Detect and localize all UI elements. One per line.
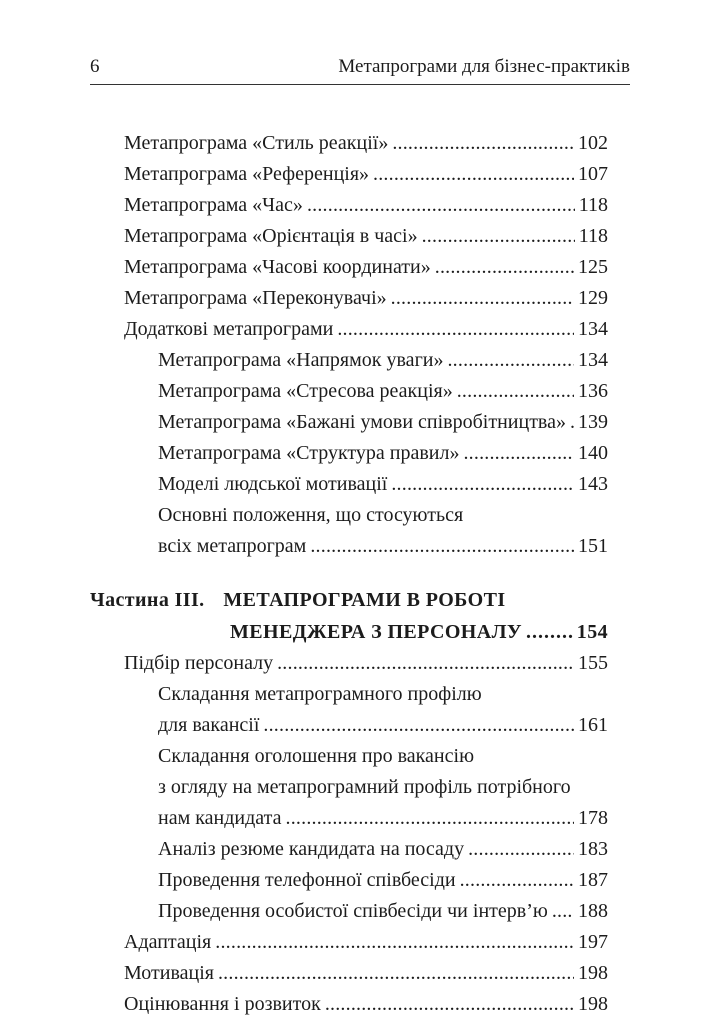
toc-entry-page: 187 [578, 869, 608, 891]
toc-entry-title: Метапрограма «Стиль реакції» [124, 132, 389, 154]
dot-leader [422, 221, 575, 252]
toc-entry-page: 151 [578, 535, 608, 557]
dot-leader [373, 159, 574, 190]
toc-entry-page: 183 [578, 838, 608, 860]
dot-leader [468, 834, 574, 865]
dot-leader [570, 407, 574, 438]
toc-entry[interactable] [158, 469, 608, 500]
toc-top-group [0, 128, 728, 500]
dot-leader [337, 314, 574, 345]
toc-entry-page: 198 [578, 962, 608, 984]
dot-leader [215, 927, 574, 958]
toc-entry-page: 134 [578, 318, 608, 340]
toc-entry-title-line2: для вакансії [158, 714, 260, 736]
dot-leader [447, 345, 574, 376]
toc-entry[interactable] [124, 283, 608, 314]
toc-entry-page: 197 [578, 931, 608, 953]
toc-entry-page: 155 [578, 652, 608, 674]
toc-entry[interactable] [124, 958, 608, 989]
toc-entry-page: 125 [578, 256, 608, 278]
dot-leader [463, 438, 574, 469]
dot-leader [277, 648, 574, 679]
dot-leader [310, 531, 574, 562]
toc-entry-title: Проведення особистої співбесіди чи інтерв’ю [158, 900, 548, 922]
toc-entry[interactable] [158, 345, 608, 376]
toc-entry-title-line2: всіх метапрограм [158, 535, 307, 557]
toc-entry-page: 134 [578, 349, 608, 371]
toc-entry[interactable] [158, 741, 608, 834]
toc-entry-title: Додаткові метапрограми [124, 318, 334, 340]
toc-entry-title: Метапрограма «Переконувачі» [124, 287, 387, 309]
toc-entry-page: 161 [578, 714, 608, 736]
dot-leader [391, 283, 574, 314]
dot-leader [552, 896, 574, 927]
toc-entry-title: Метапрограма «Стресова реакція» [158, 380, 453, 402]
part-label: Частина III. [90, 589, 205, 611]
toc-entry[interactable] [124, 989, 608, 1020]
toc-entry[interactable] [158, 407, 608, 438]
toc-entry-title-line1: Складання оголошення про вакансію [158, 745, 475, 767]
toc-entry-page: 102 [578, 132, 608, 154]
toc-entry[interactable] [158, 376, 608, 407]
toc-entry-page: 107 [578, 163, 608, 185]
toc-entry-title: Проведення телефонної співбесіди [158, 869, 456, 891]
dot-leader [218, 958, 574, 989]
dot-leader [286, 803, 574, 834]
dot-leader [391, 469, 574, 500]
toc-entry-page: 188 [578, 900, 608, 922]
toc-entry-title: Метапрограма «Референція» [124, 163, 370, 185]
dot-leader [526, 616, 573, 648]
toc-entry[interactable] [158, 500, 608, 562]
dot-leader [263, 710, 574, 741]
toc-entry-title: Моделі людської мотивації [158, 473, 388, 495]
toc-entry[interactable] [124, 128, 608, 159]
toc-entry-title: Метапрограма «Часові координати» [124, 256, 431, 278]
toc-entry[interactable] [124, 252, 608, 283]
part-page: 154 [576, 621, 608, 643]
toc-entry-title-line3: нам кандидата [158, 807, 282, 829]
toc-entry-page: 139 [578, 411, 608, 433]
toc-entry-title: Метапрограма «Час» [124, 194, 303, 216]
dot-leader [392, 128, 574, 159]
toc-entry[interactable] [124, 221, 608, 252]
toc-entry[interactable] [124, 190, 608, 221]
toc-entry[interactable] [158, 865, 608, 896]
dot-leader [325, 989, 574, 1020]
dot-leader [435, 252, 574, 283]
toc-entry[interactable] [124, 159, 608, 190]
toc-entry-title: Метапрограма «Бажані умови співробітництва» [158, 411, 566, 433]
toc-entry-title: Аналіз резюме кандидата на посаду [158, 838, 465, 860]
part-title-line2: МЕНЕДЖЕРА З ПЕРСОНАЛУ [230, 621, 522, 643]
toc-entry-page: 136 [578, 380, 608, 402]
toc-entry-title-line1: Основні положення, що стосуються [158, 504, 464, 526]
toc-entry[interactable] [124, 314, 608, 345]
toc-entry-title: Мотивація [124, 962, 214, 984]
page-number: 6 [90, 56, 100, 77]
toc-entry-title: Метапрограма «Орієнтація в часі» [124, 225, 418, 247]
toc-entry-page: 129 [578, 287, 608, 309]
toc-entry-page: 178 [578, 807, 608, 829]
toc-entry-title: Адаптація [124, 931, 212, 953]
dot-leader [307, 190, 575, 221]
toc-entry[interactable] [158, 896, 608, 927]
toc-entry-title-line1: Складання метапрограмного профілю [158, 683, 482, 705]
toc-entry-page: 118 [578, 225, 608, 247]
running-header [90, 56, 630, 85]
toc-entry-page: 118 [578, 194, 608, 216]
toc-entry-title: Оцінювання і розвиток [124, 993, 321, 1015]
toc-entry-title: Метапрограма «Напрямок уваги» [158, 349, 444, 371]
part-heading[interactable] [90, 584, 608, 648]
toc-entry-page: 143 [578, 473, 608, 495]
toc-entry[interactable] [158, 834, 608, 865]
toc-entry[interactable] [158, 438, 608, 469]
part-title-line1: МЕТАПРОГРАМИ В РОБОТІ [223, 589, 506, 611]
dot-leader [457, 376, 574, 407]
running-title: Метапрограми для бізнес-практиків [338, 56, 630, 77]
toc-entry-title: Підбір персоналу [124, 652, 274, 674]
toc-entry-page: 198 [578, 993, 608, 1015]
toc-entry-title: Метапрограма «Структура правил» [158, 442, 460, 464]
dot-leader [460, 865, 574, 896]
toc-entry[interactable] [158, 679, 608, 741]
toc-entry[interactable] [124, 648, 608, 679]
toc-entry-page: 140 [578, 442, 608, 464]
toc-entry-title-line2: з огляду на метапрограмний профіль потрібного [158, 776, 571, 798]
toc-entry[interactable] [124, 927, 608, 958]
toc-part3-group [0, 834, 728, 1020]
table-of-contents [0, 128, 728, 1020]
